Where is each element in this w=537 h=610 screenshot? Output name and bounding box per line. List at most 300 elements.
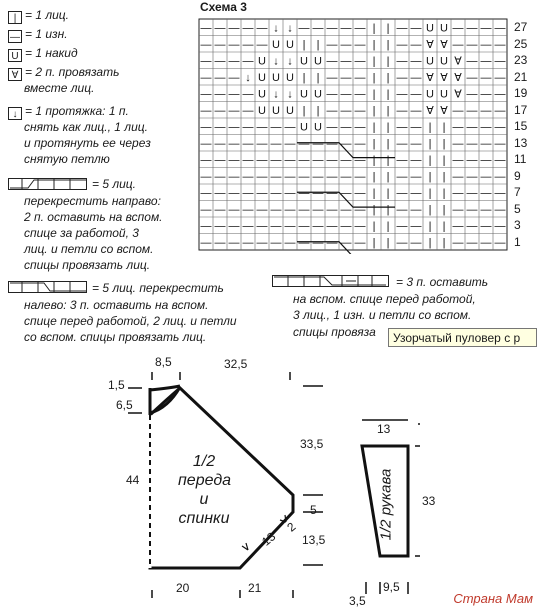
- chart-cell-symbol: |: [316, 104, 320, 117]
- chart-cell-symbol: —: [452, 121, 464, 134]
- chart-cell-symbol: —: [270, 137, 282, 150]
- chart-cell-symbol: —: [228, 187, 240, 200]
- chart-cell-symbol: —: [494, 121, 506, 134]
- chart-cell-symbol: —: [326, 154, 338, 167]
- dim-body-height: 44: [126, 473, 140, 487]
- watermark: Страна Мам: [453, 591, 533, 606]
- chart-cell-symbol: —: [228, 88, 240, 101]
- chart-cell-symbol: —: [284, 121, 296, 134]
- dim-bottom-2: 21: [248, 581, 262, 595]
- cross-left-symbol-icon: [8, 279, 88, 295]
- chart-cell-symbol: ∀: [426, 38, 434, 51]
- chart-cell-symbol: |: [372, 88, 376, 101]
- legend-cross3-text-4: спицы провяза: [293, 325, 376, 339]
- chart-cell-symbol: —: [396, 236, 408, 249]
- chart-cell-symbol: —: [480, 121, 492, 134]
- chart-cell-symbol: —: [410, 203, 422, 216]
- chart-cell-symbol: —: [214, 170, 226, 183]
- legend-cross-right-text-1: = 5 лиц.: [92, 177, 136, 191]
- chart-cell-symbol: —: [494, 55, 506, 68]
- chart-cell-symbol: —: [480, 38, 492, 51]
- chart-cell-symbol: —: [494, 71, 506, 84]
- chart-cell-symbol: —: [256, 170, 268, 183]
- chart-cell-symbol: —: [354, 71, 366, 84]
- chart-cell-symbol: —: [228, 137, 240, 150]
- row-number-label: 1: [514, 234, 521, 249]
- chart-cell-symbol: —: [298, 22, 310, 35]
- legend-k2tog-text-2: вместе лиц.: [24, 81, 95, 95]
- chart-cell-symbol: —: [200, 55, 212, 68]
- legend-cross-right-text-3: 2 п. оставить на вспом.: [24, 210, 163, 224]
- legend-skpo-text-2: снять как лиц., 1 лиц.: [24, 120, 148, 134]
- chart-cell-symbol: |: [372, 137, 376, 150]
- dim-shoulder-width: 32,5: [224, 357, 248, 371]
- dim-neck-drop-2: 6,5: [116, 398, 133, 412]
- chart-cell-symbol: |: [372, 55, 376, 68]
- chart-cell-symbol: —: [284, 187, 296, 200]
- chart-cell-symbol: U: [426, 22, 434, 35]
- chart-title: Схема 3: [200, 0, 247, 14]
- chart-cell-symbol: |: [372, 104, 376, 117]
- row-number-label: 23: [514, 53, 528, 67]
- chart-cell-symbol: —: [214, 121, 226, 134]
- chart-cell-symbol: ↓: [273, 22, 279, 35]
- chart-cell-symbol: —: [200, 22, 212, 35]
- chart-cell-symbol: |: [386, 121, 390, 134]
- chart-cell-symbol: —: [228, 104, 240, 117]
- chart-cell-symbol: —: [228, 55, 240, 68]
- chart-cell-symbol: —: [354, 121, 366, 134]
- chart-cell-symbol: —: [200, 38, 212, 51]
- chart-cell-symbol: —: [466, 187, 478, 200]
- row-number-label: 5: [514, 201, 521, 216]
- chart-cell-symbol: |: [428, 203, 432, 216]
- chart-cell-symbol: —: [242, 121, 254, 134]
- chart-cell-symbol: —: [200, 187, 212, 200]
- chart-cell-symbol: |: [386, 203, 390, 216]
- chart-cell-symbol: —: [480, 220, 492, 233]
- legend-cross-right-text-4: спице за работой, 3: [24, 226, 139, 240]
- chart-cell-symbol: —: [312, 137, 324, 150]
- chart-cell-symbol: —: [242, 154, 254, 167]
- chart-cell-symbol: —: [326, 38, 338, 51]
- chart-cell-symbol: —: [466, 137, 478, 150]
- chart-cell-symbol: —: [466, 121, 478, 134]
- chart-cell-symbol: —: [256, 203, 268, 216]
- chart-cell-symbol: U: [300, 121, 308, 134]
- chart-cell-symbol: —: [200, 154, 212, 167]
- chart-cell-symbol: U: [300, 55, 308, 68]
- chart-cell-symbol: —: [494, 220, 506, 233]
- chart-cell-symbol: ↓: [273, 88, 279, 101]
- garment-schematic: [90, 350, 420, 605]
- chart-cell-symbol: —: [354, 38, 366, 51]
- chart-cell-symbol: |: [442, 236, 446, 249]
- chart-cell-symbol: U: [286, 38, 294, 51]
- chart-cell-symbol: —: [466, 170, 478, 183]
- chart-cell-symbol: —: [340, 220, 352, 233]
- chart-cell-symbol: —: [284, 154, 296, 167]
- chart-cell-symbol: ↓: [245, 71, 251, 84]
- chart-cell-symbol: —: [270, 236, 282, 249]
- chart-cell-symbol: —: [480, 71, 492, 84]
- chart-cell-symbol: —: [256, 38, 268, 51]
- chart-cell-symbol: U: [314, 88, 322, 101]
- chart-cell-symbol: —: [326, 55, 338, 68]
- chart-cell-symbol: —: [410, 71, 422, 84]
- chart-cell-symbol: U: [258, 104, 266, 117]
- chart-cell-symbol: —: [396, 187, 408, 200]
- dim-diagonal-1: 13: [259, 529, 279, 549]
- chart-cell-symbol: —: [452, 104, 464, 117]
- chart-cell-symbol: ∀: [454, 88, 462, 101]
- chart-cell-symbol: —: [494, 187, 506, 200]
- chart-cell-symbol: —: [396, 170, 408, 183]
- chart-cell-symbol: —: [326, 203, 338, 216]
- legend-cross-left-text-2: налево: 3 п. оставить на вспом.: [24, 298, 209, 312]
- cross-right-symbol-icon: [8, 176, 88, 192]
- chart-cell-symbol: —: [340, 22, 352, 35]
- chart-cell-symbol: |: [386, 71, 390, 84]
- chart-cell-symbol: —: [410, 104, 422, 117]
- chart-cell-symbol: —: [396, 38, 408, 51]
- chart-cell-symbol: —: [452, 203, 464, 216]
- chart-cell-symbol: —: [494, 137, 506, 150]
- chart-cell-symbol: —: [396, 104, 408, 117]
- chart-cell-symbol: —: [452, 22, 464, 35]
- legend-cross-left-text-3: спице перед работой, 2 лиц. и петли: [24, 314, 237, 328]
- chart-cell-symbol: |: [302, 104, 306, 117]
- chart-cell-symbol: —: [354, 170, 366, 183]
- chart-cell-symbol: —: [214, 104, 226, 117]
- purl-symbol-icon: —: [10, 32, 20, 43]
- chart-cell-symbol: —: [340, 170, 352, 183]
- chart-cell-symbol: —: [326, 137, 338, 150]
- chart-cell-symbol: —: [312, 22, 324, 35]
- legend-cross-left-text-4: со вспом. спицы провязать лиц.: [24, 330, 207, 344]
- chart-cell-symbol: —: [298, 236, 310, 249]
- chart-cell-symbol: —: [326, 236, 338, 249]
- chart-cell-symbol: |: [386, 187, 390, 200]
- chart-cell-symbol: —: [340, 187, 352, 200]
- chart-cell-symbol: U: [314, 55, 322, 68]
- chart-cell-symbol: U: [314, 121, 322, 134]
- body-label-3: и: [199, 491, 209, 508]
- chart-cell-symbol: —: [326, 71, 338, 84]
- chart-cell-symbol: —: [480, 88, 492, 101]
- chart-cell-symbol: —: [354, 154, 366, 167]
- chart-cell-symbol: |: [386, 220, 390, 233]
- chart-cell-symbol: —: [494, 154, 506, 167]
- chart-cell-symbol: —: [228, 203, 240, 216]
- chart-cell-symbol: U: [258, 71, 266, 84]
- chart-cell-symbol: —: [326, 170, 338, 183]
- chart-cell-symbol: U: [426, 55, 434, 68]
- legend-purl-text: = 1 изн.: [25, 27, 68, 41]
- chart-cell-symbol: —: [298, 220, 310, 233]
- chart-cell-symbol: —: [494, 104, 506, 117]
- dim-diagonal-2: 2: [284, 519, 299, 535]
- chart-cell-symbol: —: [242, 170, 254, 183]
- chart-cell-symbol: ∀: [440, 71, 448, 84]
- chart-cell-symbol: —: [200, 88, 212, 101]
- chart-cell-symbol: —: [466, 88, 478, 101]
- row-number-label: 21: [514, 69, 528, 84]
- chart-cell-symbol: —: [242, 236, 254, 249]
- chart-cell-symbol: —: [466, 203, 478, 216]
- chart-cell-symbol: —: [242, 203, 254, 216]
- cross3-symbol-icon: [272, 273, 390, 289]
- legend-cross-right-text-6: спицы провязать лиц.: [24, 258, 151, 272]
- chart-cell-symbol: —: [396, 121, 408, 134]
- legend-knit: [8, 8, 69, 24]
- chart-cell-symbol: |: [372, 236, 376, 249]
- chart-cell-symbol: —: [242, 38, 254, 51]
- chart-cell-symbol: —: [270, 203, 282, 216]
- chart-cell-symbol: ∀: [426, 104, 434, 117]
- chart-cell-symbol: —: [480, 203, 492, 216]
- chart-cell-symbol: —: [396, 88, 408, 101]
- chart-cell-symbol: —: [242, 22, 254, 35]
- chart-cell-symbol: —: [228, 170, 240, 183]
- chart-cell-symbol: —: [480, 170, 492, 183]
- chart-cell-symbol: —: [200, 71, 212, 84]
- chart-cell-symbol: —: [214, 55, 226, 68]
- chart-cell-symbol: —: [410, 38, 422, 51]
- chart-cell-symbol: —: [410, 187, 422, 200]
- chart-cell-symbol: —: [270, 170, 282, 183]
- chart-cell-symbol: —: [256, 187, 268, 200]
- chart-cell-symbol: U: [286, 104, 294, 117]
- chart-cell-symbol: —: [494, 88, 506, 101]
- chart-cell-symbol: —: [410, 236, 422, 249]
- chart-cell-symbol: —: [466, 71, 478, 84]
- row-number-label: 15: [514, 119, 528, 133]
- chart-cell-symbol: |: [442, 170, 446, 183]
- chart-cell-symbol: —: [452, 137, 464, 150]
- chart-cell-symbol: —: [410, 137, 422, 150]
- chart-cell-symbol: |: [386, 137, 390, 150]
- chart-cell-symbol: —: [396, 154, 408, 167]
- chart-cell-symbol: |: [428, 154, 432, 167]
- chart-cell-symbol: —: [256, 220, 268, 233]
- legend-purl: [8, 27, 68, 43]
- legend-cross-right-text-2: перекрестить направо:: [24, 194, 161, 208]
- chart-cell-symbol: |: [428, 121, 432, 134]
- chart-cell-symbol: —: [200, 170, 212, 183]
- chart-cell-symbol: —: [256, 236, 268, 249]
- chart-cell-symbol: —: [242, 88, 254, 101]
- chart-cell-symbol: —: [214, 154, 226, 167]
- chart-cell-symbol: —: [466, 104, 478, 117]
- chart-cell-symbol: —: [312, 220, 324, 233]
- chart-cell-symbol: —: [354, 203, 366, 216]
- chart-cell-symbol: U: [286, 71, 294, 84]
- legend-k2tog-text: = 2 п. провязать: [25, 65, 120, 79]
- chart-cell-symbol: —: [452, 236, 464, 249]
- chart-cell-symbol: —: [480, 187, 492, 200]
- chart-cell-symbol: ∀: [454, 55, 462, 68]
- chart-cell-symbol: |: [372, 121, 376, 134]
- chart-cell-symbol: —: [256, 154, 268, 167]
- chart-cell-symbol: —: [270, 154, 282, 167]
- chart-cell-symbol: —: [494, 203, 506, 216]
- chart-cell-symbol: U: [258, 88, 266, 101]
- legend-k2tog: [8, 65, 119, 81]
- chart-cell-symbol: —: [256, 22, 268, 35]
- chart-cell-symbol: —: [452, 170, 464, 183]
- chart-cell-symbol: |: [386, 88, 390, 101]
- chart-cell-symbol: —: [480, 154, 492, 167]
- chart-cell-symbol: —: [466, 38, 478, 51]
- row-number-label: 19: [514, 86, 528, 100]
- chart-cell-symbol: |: [302, 38, 306, 51]
- chart-cell-symbol: —: [200, 203, 212, 216]
- chart-cell-symbol: —: [340, 154, 352, 167]
- chart-cell-symbol: ∀: [454, 71, 462, 84]
- body-label-4: спинки: [178, 510, 230, 527]
- chart-cell-symbol: —: [228, 38, 240, 51]
- chart-cell-symbol: —: [312, 154, 324, 167]
- chart-cell-symbol: —: [326, 88, 338, 101]
- chart-cell-symbol: —: [340, 236, 352, 249]
- row-number-label: 9: [514, 168, 521, 183]
- chart-cell-symbol: |: [316, 71, 320, 84]
- chart-cell-symbol: |: [428, 187, 432, 200]
- chart-cell-symbol: —: [284, 236, 296, 249]
- chart-cell-symbol: —: [284, 203, 296, 216]
- chart-cell-symbol: —: [494, 38, 506, 51]
- chart-cell-symbol: —: [298, 154, 310, 167]
- chart-cell-symbol: —: [228, 22, 240, 35]
- row-number-label: 7: [514, 185, 521, 199]
- chart-cell-symbol: —: [452, 187, 464, 200]
- chart-cell-symbol: —: [228, 236, 240, 249]
- chart-cell-symbol: —: [396, 137, 408, 150]
- body-label: [178, 452, 230, 528]
- dim-armhole-height: 33,5: [300, 437, 324, 451]
- chart-cell-symbol: —: [340, 38, 352, 51]
- chart-cell-symbol: —: [284, 220, 296, 233]
- chart-cell-symbol: |: [386, 22, 390, 35]
- chart-cell-symbol: —: [466, 236, 478, 249]
- chart-cell-symbol: —: [466, 154, 478, 167]
- chart-cell-symbol: |: [386, 236, 390, 249]
- chart-cell-symbol: —: [326, 220, 338, 233]
- row-number-label: 17: [514, 102, 528, 117]
- chart-cell-symbol: ↓: [287, 22, 293, 35]
- chart-cell-symbol: —: [480, 104, 492, 117]
- chart-cell-symbol: |: [372, 71, 376, 84]
- chart-cell-symbol: —: [354, 104, 366, 117]
- chart-cell-symbol: —: [326, 22, 338, 35]
- chart-cell-symbol: —: [354, 88, 366, 101]
- chart-cell-symbol: U: [272, 38, 280, 51]
- chart-cell-symbol: ↓: [273, 55, 279, 68]
- chart-cell-symbol: |: [442, 137, 446, 150]
- chart-cell-symbol: —: [410, 220, 422, 233]
- chart-cell-symbol: —: [214, 187, 226, 200]
- chart-cell-symbol: —: [340, 121, 352, 134]
- chart-cell-symbol: —: [410, 22, 422, 35]
- chart-cell-symbol: |: [316, 38, 320, 51]
- chart-cell-symbol: U: [426, 88, 434, 101]
- chart-cell-symbol: |: [372, 22, 376, 35]
- chart-cell-symbol: —: [494, 170, 506, 183]
- chart-cell-symbol: —: [410, 121, 422, 134]
- chart-cell-symbol: —: [312, 203, 324, 216]
- chart-cell-symbol: —: [340, 88, 352, 101]
- chart-cell-symbol: ∀: [440, 38, 448, 51]
- arrow-down-symbol-icon: ↓: [8, 107, 22, 120]
- dim-sleeve-height: 33: [422, 494, 436, 508]
- chart-cell-symbol: —: [312, 187, 324, 200]
- chart-cell-symbol: —: [242, 55, 254, 68]
- row-number-label: 25: [514, 36, 528, 51]
- knit-symbol-icon: |: [8, 11, 22, 24]
- chart-cell-symbol: |: [372, 154, 376, 167]
- legend-skpo-text-3: и протянуть ее через: [24, 136, 151, 150]
- chart-cell-symbol: —: [214, 22, 226, 35]
- dim-sleeve-small: 3,5: [349, 594, 366, 608]
- chart-cell-symbol: —: [200, 220, 212, 233]
- chart-cell-symbol: |: [442, 203, 446, 216]
- legend-cross3-text-1: = 3 п. оставить: [396, 275, 489, 289]
- chart-cell-symbol: —: [200, 236, 212, 249]
- legend-skpo: [8, 104, 129, 120]
- chart-cell-symbol: —: [298, 187, 310, 200]
- chart-cell-symbol: —: [214, 137, 226, 150]
- chart-cell-symbol: U: [440, 22, 448, 35]
- sleeve-label: 1/2 рукава: [377, 468, 395, 541]
- dim-side-2: 13,5: [302, 533, 326, 547]
- chart-cell-symbol: |: [372, 203, 376, 216]
- legend-skpo-text-1: = 1 протяжка: 1 п.: [25, 104, 129, 118]
- chart-cell-symbol: U: [272, 71, 280, 84]
- chart-cell-symbol: —: [354, 220, 366, 233]
- chart-cell-symbol: |: [386, 55, 390, 68]
- chart-cell-symbol: |: [442, 154, 446, 167]
- chart-cell-symbol: —: [214, 71, 226, 84]
- chart-cell-symbol: —: [466, 22, 478, 35]
- chart-cell-symbol: —: [298, 137, 310, 150]
- chart-cell-symbol: ↓: [287, 55, 293, 68]
- legend-cross3-text-3: 3 лиц., 1 изн. и петли со вспом.: [293, 308, 472, 322]
- chart-cell-symbol: —: [396, 71, 408, 84]
- chart-cell-symbol: —: [396, 22, 408, 35]
- chart-cell-symbol: —: [480, 137, 492, 150]
- knitting-chart-grid: [198, 18, 510, 254]
- chart-cell-symbol: —: [312, 236, 324, 249]
- chart-cell-symbol: —: [242, 187, 254, 200]
- chart-cell-symbol: —: [410, 88, 422, 101]
- chart-cell-symbol: —: [354, 137, 366, 150]
- chart-cell-symbol: —: [354, 22, 366, 35]
- row-number-label: 11: [514, 152, 527, 166]
- chart-cell-symbol: —: [480, 55, 492, 68]
- chart-cell-symbol: |: [386, 38, 390, 51]
- chart-cell-symbol: —: [340, 104, 352, 117]
- chart-cell-symbol: |: [442, 220, 446, 233]
- legend-cross-right-text-5: лиц. и петли со вспом.: [24, 242, 154, 256]
- chart-cell-symbol: —: [256, 121, 268, 134]
- chart-cell-symbol: |: [372, 187, 376, 200]
- chart-cell-symbol: U: [300, 88, 308, 101]
- chart-cell-symbol: —: [410, 55, 422, 68]
- chart-cell-symbol: —: [270, 121, 282, 134]
- body-label-1: 1/2: [192, 453, 216, 470]
- chart-cell-symbol: —: [214, 88, 226, 101]
